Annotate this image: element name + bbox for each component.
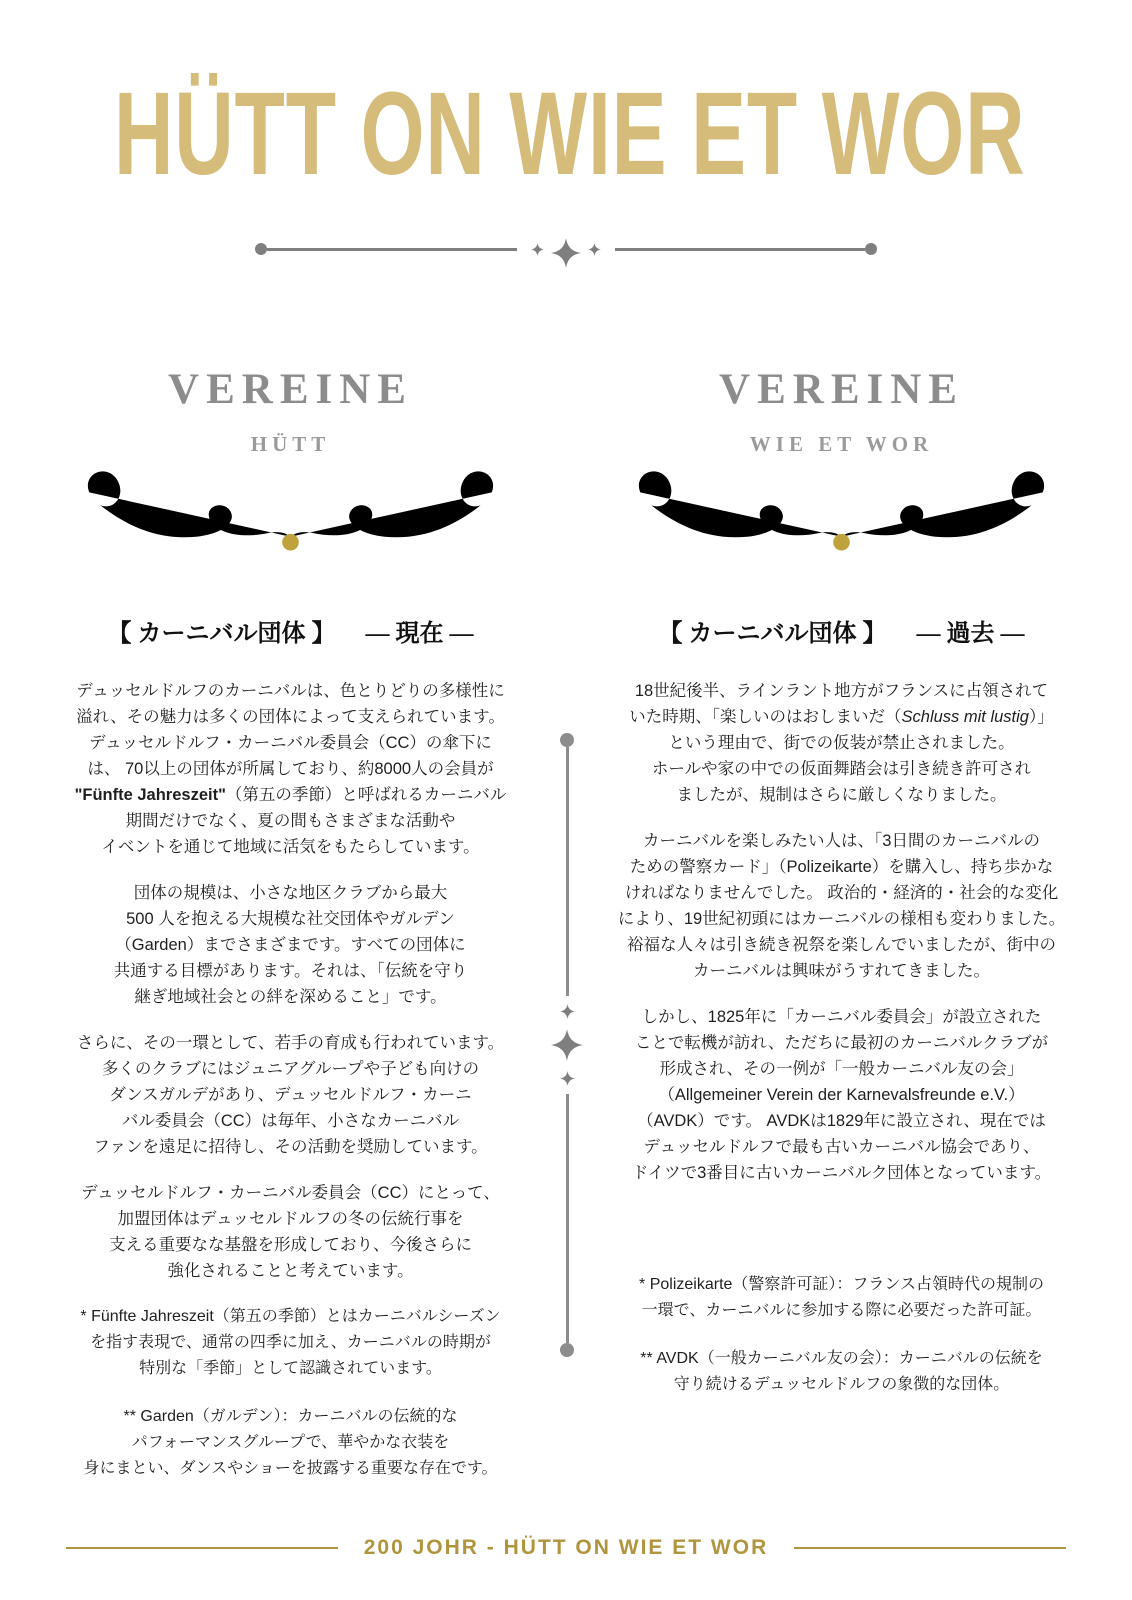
sparkle-icon [588, 243, 601, 256]
title-divider [255, 229, 877, 269]
footer [66, 1536, 1066, 1560]
section-title: 【 カーニバル団体 】 [658, 621, 887, 647]
paragraph: デュッセルドルフ・カーニバル委員会（CC）にとって、 加盟団体はデュッセルドルフの冬の伝統行事を 支える重要なな基盤を形成しており、今後さらに 強化されることと考えています。 [81, 1184, 500, 1280]
footnotes [46, 1304, 535, 1482]
column-subheading: WIE ET WOR [749, 432, 934, 456]
sparkle-icon [531, 243, 544, 256]
body-paragraphs [597, 678, 1086, 1186]
footer-line [66, 1547, 338, 1549]
paragraph: ** AVDK（一般カーニバル友の会）：カーニバルの伝統を 守り続けるデュッセルドルフの象徴的な団体。 [640, 1350, 1043, 1393]
column-heading: VEREINE [719, 366, 964, 413]
dot-icon [255, 243, 267, 255]
footnotes [597, 1272, 1086, 1398]
sparkle-cluster [551, 1004, 583, 1086]
paragraph: さらに、その一環として、若手の育成も行われています。 多くのクラブにはジュニアグループや子ども向けの ダンスガルデがあり、デュッセルドルフ・カーニ バル委員会（CC）は毎年、小さなカーニバル ファンを遠足に招待し、その活動を奨励しています。 [76, 1034, 505, 1156]
sparkle-icon [560, 1004, 575, 1019]
sparkle-icon [551, 238, 581, 268]
header [0, 0, 1132, 200]
flourish-swirl-icon [46, 461, 535, 557]
sparkle-cluster [531, 230, 601, 268]
paragraph: 団体の規模は、小さな地区クラブから最大 500 人を抱える大規模な社交団体やガルデン （Garden）までさまざまです。すべての団体に 共通する目標があります。それは、「伝統を守り 継ぎ地域社会との絆を深めること」です。 [113, 884, 468, 1006]
paragraph: * Polizeikarte（警察許可証）：フランス占領時代の規制の 一環で、カーニバルに参加する際に必要だった許可証。 [639, 1276, 1044, 1319]
section-header [46, 613, 535, 648]
center-divider [550, 733, 584, 1357]
column-wie-et-wor [597, 365, 1086, 1504]
divider-line [267, 248, 517, 251]
section-title: 【 カーニバル団体 】 [107, 621, 336, 647]
sparkle-icon [560, 1071, 575, 1086]
paragraph: デュッセルドルフのカーニバルは、色とりどりの多様性に 溢れ、その魅力は多くの団体によって支えられています。 デュッセルドルフ・カーニバル委員会（CC）の傘下に は、 70以上の団体が所属しており、約8000人の会員が "Fünfte Jahreszeit"（第五の季節）と呼ばれるカーニバル 期間だけでなく、夏の間もさまざまな活動や イベントを通じて地域に活気をもたらしています。 [74, 682, 507, 856]
column-hutt [46, 365, 535, 1504]
section-label: — 現在 — [365, 621, 474, 647]
paragraph: * Fünfte Jahreszeit（第五の季節）とはカーニバルシーズン を指す表現で、通常の四季に加え、カーニバルの時期が 特別な「季節」として認識されています。 [80, 1308, 501, 1377]
section-header [597, 613, 1086, 648]
column-subheading: HÜTT [250, 432, 331, 456]
paragraph: ** Garden（ガルデン）：カーニバルの伝統的な パフォーマンスグループで、華やかな衣装を 身にまとい、ダンスやショーを披露する重要な存在です。 [83, 1408, 498, 1477]
body-paragraphs [46, 678, 535, 1284]
footer-text: 200 JOHR - HÜTT ON WIE ET WOR [363, 1536, 769, 1559]
sparkle-icon [551, 1029, 583, 1061]
divider-line [566, 1094, 569, 1343]
divider-line [615, 248, 865, 251]
dot-icon [865, 243, 877, 255]
dot-icon [560, 733, 574, 747]
footer-line [794, 1547, 1066, 1549]
flourish-swirl-icon [597, 461, 1086, 557]
column-heading: VEREINE [168, 366, 413, 413]
divider-line [566, 747, 569, 996]
page-title: HÜTT ON WIE ET WOR [113, 67, 1026, 200]
paragraph: カーニバルを楽しみたい人は、「3日間のカーニバルの ための警察カード」（Polizeikarte）を購入し、持ち歩かな ければなりませんでした。 政治的・経済的・社会的な変化 により、19世紀初頭にはカーニバルの様相も変わりました。 裕福な人々は引き続き祝祭を楽しんでいましたが、街中の カーニバルは興味がうすれてきました。 [617, 832, 1066, 980]
section-label: — 過去 — [916, 621, 1025, 647]
paragraph: しかし、1825年に「カーニバル委員会」が設立された ことで転機が訪れ、ただちに最初のカーニバルクラブが 形成され、その一例が「一般カーニバル友の会」 （Allgemeiner Verein der Karnevalsfreunde e.V.） （AVDK）です。 AVDKは1829年に設立され、現在では デュッセルドルフで最も古いカーニバル協会であり、 ドイツで3番目に古いカーニバルク団体となっています。 [631, 1008, 1052, 1182]
dot-icon [560, 1343, 574, 1357]
paragraph: 18世紀後半、ラインラント地方がフランスに占領されて いた時期、「楽しいのはおしまいだ（Schluss mit lustig）」 という理由で、街での仮装が禁止されました。 ホールや家の中での仮面舞踏会は引き続き許可され ましたが、規制はさらに厳しくなりました。 [629, 682, 1054, 804]
